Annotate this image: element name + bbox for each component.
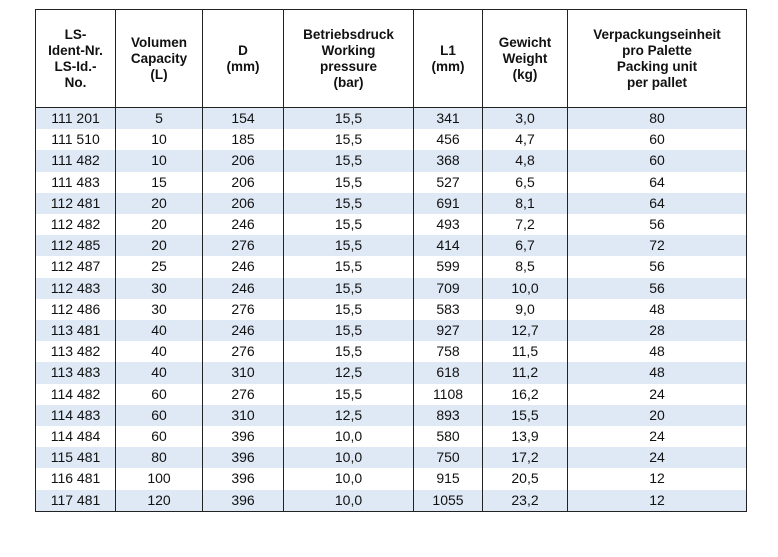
header-line: (bar) (333, 74, 364, 90)
packing-unit-cell: 56 (568, 256, 747, 277)
diameter-cell: 276 (203, 384, 284, 405)
header-line: D (238, 42, 248, 58)
pressure-cell: 10,0 (284, 490, 414, 512)
length-cell: 618 (414, 362, 483, 383)
weight-cell: 11,2 (483, 362, 568, 383)
table-row (36, 299, 747, 320)
header-line: Weight (502, 50, 548, 66)
pressure-cell: 15,5 (284, 320, 414, 341)
pressure-cell: 15,5 (284, 299, 414, 320)
header-line: Ident-Nr. (48, 42, 103, 58)
length-cell: 927 (414, 320, 483, 341)
diameter-cell: 246 (203, 278, 284, 299)
capacity-cell: 60 (116, 405, 203, 426)
ident-number-cell: 114 483 (36, 405, 116, 426)
weight-cell: 15,5 (483, 405, 568, 426)
header-line: (L) (150, 66, 168, 82)
capacity-cell: 10 (116, 150, 203, 171)
capacity-cell: 120 (116, 490, 203, 512)
table-row (36, 320, 747, 341)
ident-number-cell: 117 481 (36, 490, 116, 512)
ident-number-header (36, 10, 116, 108)
ident-number-cell: 116 481 (36, 468, 116, 489)
capacity-cell: 60 (116, 426, 203, 447)
length-cell: 1055 (414, 490, 483, 512)
weight-cell: 4,8 (483, 150, 568, 171)
capacity-header (116, 10, 203, 108)
packing-unit-cell: 12 (568, 468, 747, 489)
weight-cell: 8,5 (483, 256, 568, 277)
table-body (36, 108, 747, 512)
header-line: Verpackungseinheit (593, 26, 721, 42)
pressure-cell: 15,5 (284, 193, 414, 214)
table-row (36, 108, 747, 130)
ident-number-cell: 112 487 (36, 256, 116, 277)
diameter-cell: 310 (203, 405, 284, 426)
weight-cell: 6,7 (483, 235, 568, 256)
capacity-cell: 5 (116, 108, 203, 130)
length-cell: 758 (414, 341, 483, 362)
header-line: pressure (319, 58, 378, 74)
table-row (36, 384, 747, 405)
table-row (36, 447, 747, 468)
diameter-cell: 206 (203, 193, 284, 214)
diameter-cell: 206 (203, 150, 284, 171)
header-line: Volumen (130, 34, 187, 50)
pressure-cell: 15,5 (284, 172, 414, 193)
length-cell: 691 (414, 193, 483, 214)
table-row (36, 235, 747, 256)
weight-cell: 12,7 (483, 320, 568, 341)
weight-cell: 3,0 (483, 108, 568, 130)
length-cell: 493 (414, 214, 483, 235)
length-header (414, 10, 483, 108)
length-cell: 750 (414, 447, 483, 468)
table-row (36, 405, 747, 426)
pressure-cell: 12,5 (284, 362, 414, 383)
packing-unit-cell: 20 (568, 405, 747, 426)
pressure-cell: 15,5 (284, 214, 414, 235)
diameter-cell: 396 (203, 426, 284, 447)
ident-number-cell: 112 483 (36, 278, 116, 299)
table-row (36, 341, 747, 362)
diameter-cell: 246 (203, 214, 284, 235)
ident-number-cell: 111 483 (36, 172, 116, 193)
length-cell: 915 (414, 468, 483, 489)
weight-cell: 4,7 (483, 129, 568, 150)
pressure-cell: 12,5 (284, 405, 414, 426)
packing-unit-cell: 48 (568, 362, 747, 383)
header-line: Betriebsdruck (303, 26, 394, 42)
table-row (36, 150, 747, 171)
packing-unit-cell: 12 (568, 490, 747, 512)
weight-cell: 10,0 (483, 278, 568, 299)
ident-number-cell: 114 482 (36, 384, 116, 405)
capacity-cell: 20 (116, 214, 203, 235)
header-line: No. (64, 74, 87, 90)
diameter-cell: 206 (203, 172, 284, 193)
length-cell: 414 (414, 235, 483, 256)
header-line: (mm) (431, 58, 465, 74)
ident-number-cell: 113 481 (36, 320, 116, 341)
diameter-cell: 246 (203, 256, 284, 277)
length-cell: 599 (414, 256, 483, 277)
packing-unit-cell: 60 (568, 150, 747, 171)
capacity-cell: 15 (116, 172, 203, 193)
length-cell: 893 (414, 405, 483, 426)
length-cell: 456 (414, 129, 483, 150)
capacity-cell: 100 (116, 468, 203, 489)
capacity-cell: 25 (116, 256, 203, 277)
header-line: (kg) (512, 66, 538, 82)
pressure-cell: 15,5 (284, 235, 414, 256)
table-row (36, 468, 747, 489)
pressure-cell: 15,5 (284, 256, 414, 277)
length-cell: 527 (414, 172, 483, 193)
capacity-cell: 10 (116, 129, 203, 150)
capacity-cell: 60 (116, 384, 203, 405)
ident-number-cell: 112 485 (36, 235, 116, 256)
header-line: LS-Id.- (54, 58, 97, 74)
capacity-cell: 20 (116, 235, 203, 256)
header-line: (mm) (226, 58, 260, 74)
pressure-header (284, 10, 414, 108)
pressure-cell: 15,5 (284, 278, 414, 299)
table-row (36, 256, 747, 277)
packing-unit-cell: 56 (568, 214, 747, 235)
pressure-cell: 10,0 (284, 447, 414, 468)
diameter-cell: 276 (203, 299, 284, 320)
packing-unit-cell: 64 (568, 193, 747, 214)
weight-header (483, 10, 568, 108)
table-row (36, 362, 747, 383)
packing-unit-cell: 28 (568, 320, 747, 341)
weight-cell: 7,2 (483, 214, 568, 235)
capacity-cell: 20 (116, 193, 203, 214)
length-cell: 341 (414, 108, 483, 130)
table-row (36, 193, 747, 214)
diameter-cell: 276 (203, 341, 284, 362)
table-header (36, 10, 747, 108)
diameter-cell: 396 (203, 490, 284, 512)
pressure-cell: 15,5 (284, 384, 414, 405)
capacity-cell: 40 (116, 362, 203, 383)
diameter-cell: 185 (203, 129, 284, 150)
ident-number-cell: 111 201 (36, 108, 116, 130)
packing-unit-cell: 24 (568, 384, 747, 405)
ident-number-cell: 111 510 (36, 129, 116, 150)
ident-number-cell: 111 482 (36, 150, 116, 171)
length-cell: 580 (414, 426, 483, 447)
header-line: Packing unit (616, 58, 698, 74)
ident-number-cell: 112 486 (36, 299, 116, 320)
ident-number-cell: 114 484 (36, 426, 116, 447)
packing-unit-cell: 80 (568, 108, 747, 130)
packing-unit-cell: 48 (568, 299, 747, 320)
length-cell: 709 (414, 278, 483, 299)
packing-unit-cell: 24 (568, 447, 747, 468)
diameter-header (203, 10, 284, 108)
header-line: Gewicht (498, 34, 552, 50)
diameter-cell: 310 (203, 362, 284, 383)
diameter-cell: 396 (203, 468, 284, 489)
diameter-cell: 154 (203, 108, 284, 130)
pressure-cell: 10,0 (284, 468, 414, 489)
diameter-cell: 396 (203, 447, 284, 468)
header-line: L1 (440, 42, 456, 58)
table-row (36, 278, 747, 299)
weight-cell: 16,2 (483, 384, 568, 405)
diameter-cell: 246 (203, 320, 284, 341)
table-row (36, 129, 747, 150)
table-row (36, 214, 747, 235)
weight-cell: 20,5 (483, 468, 568, 489)
pressure-cell: 15,5 (284, 341, 414, 362)
product-spec-table (35, 9, 747, 512)
packing-unit-cell: 72 (568, 235, 747, 256)
table-row (36, 172, 747, 193)
ident-number-cell: 112 482 (36, 214, 116, 235)
header-line: Capacity (130, 50, 188, 66)
packing-unit-cell: 64 (568, 172, 747, 193)
table-row (36, 426, 747, 447)
header-line: pro Palette (622, 42, 692, 58)
weight-cell: 6,5 (483, 172, 568, 193)
weight-cell: 11,5 (483, 341, 568, 362)
pressure-cell: 10,0 (284, 426, 414, 447)
packing-unit-cell: 56 (568, 278, 747, 299)
weight-cell: 23,2 (483, 490, 568, 512)
length-cell: 368 (414, 150, 483, 171)
capacity-cell: 30 (116, 299, 203, 320)
header-line: LS- (64, 26, 87, 42)
weight-cell: 9,0 (483, 299, 568, 320)
weight-cell: 17,2 (483, 447, 568, 468)
header-line: Working (321, 42, 376, 58)
capacity-cell: 80 (116, 447, 203, 468)
pressure-cell: 15,5 (284, 150, 414, 171)
weight-cell: 13,9 (483, 426, 568, 447)
weight-cell: 8,1 (483, 193, 568, 214)
packing-unit-cell: 48 (568, 341, 747, 362)
ident-number-cell: 113 483 (36, 362, 116, 383)
ident-number-cell: 115 481 (36, 447, 116, 468)
table-row (36, 490, 747, 512)
capacity-cell: 30 (116, 278, 203, 299)
length-cell: 1108 (414, 384, 483, 405)
capacity-cell: 40 (116, 341, 203, 362)
capacity-cell: 40 (116, 320, 203, 341)
packing-unit-cell: 60 (568, 129, 747, 150)
diameter-cell: 276 (203, 235, 284, 256)
ident-number-cell: 112 481 (36, 193, 116, 214)
length-cell: 583 (414, 299, 483, 320)
packing-unit-header (568, 10, 747, 108)
ident-number-cell: 113 482 (36, 341, 116, 362)
packing-unit-cell: 24 (568, 426, 747, 447)
pressure-cell: 15,5 (284, 129, 414, 150)
pressure-cell: 15,5 (284, 108, 414, 130)
header-line: per pallet (626, 74, 688, 90)
